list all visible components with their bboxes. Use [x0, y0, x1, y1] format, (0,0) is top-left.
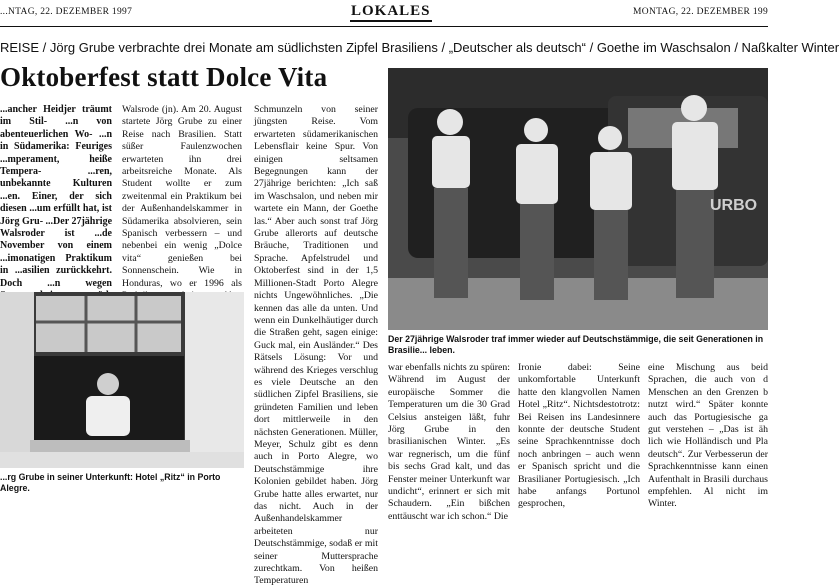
article-column-1: Walsrode (jn). Am 20. August startete Jörg Grube zu einer Reise nach Brasilien. Statt süßer Faulenzwochen erwarteten ihn drei arbeitsreiche Monate. Als Student wollte er zum zweitenmal ein Praktikum bei der Außenhandelskammer in Südamerika absolvieren, sein Spanisch verbessern – und nebenbei ein wenig „Dolce vita“ genießen bei Sonnenschein. Wie in Honduras, wo er 1996 als [122, 104, 242, 289]
article-column-2: Schmunzeln von seiner jüngsten Reise. Vom erwarteten südamerikanischen Lebensflair keine Spur. Von einigen seltsamen Begegnungen kann der 27jährige berichten: „Ich saß im Waschsalon, und neben mir wartete ein Mann, der Goethe las.“ Aber auch sonst traf Jörg Grube allerorts auf deutsche Bräuche, Traditionen und Sprache. Apfelstrudel und Oktoberfest sind in der 1,5 Millionen-Stadt Porto Alegre nichts Ungewöhnliches. „Die kennen das alle da unten. Und wenn ein Dunkelhäutiger durch die Straßen geht, sagen einige: Guck mal, ein Ausländer.“ Des Rätsels Lösung: Vor und während des Krieges verschlug es viele Deutsche an den südlichen Zipfel Brasiliens, sie gründeten Familien und leben dort mittlerweile in den nächsten Generationen. Müller, Meyer, Schulz gibt es denn auch in Porto Alegre, wo Deutschstämmige ihre Kolonien gebildet haben. Jörg Grube hatte alles erwartet, nur das nicht. Auch in der Außenhandelskammer arbeiteten nur Deutschstämmige, sodaß er mit seiner Muttersprache zurechtkam. Von heißen Temperaturen [254, 104, 378, 587]
group-photo [388, 68, 768, 330]
header-rule [0, 26, 768, 27]
article-column-3: war ebenfalls nichts zu spüren: Während im August der europäische Sommer die Temperaturen um die 30 Grad Celsius ansteigen läßt, fuhr Jörg Grube in den brasilianischen Winter. „Es war regnerisch, um die fünf bis sechs Grad kalt, und das Fenster meiner Unterkunft war undicht“, erinnert er sich mit Schaudern. „Ein bißchen enttäuscht war ich schon.“ Die [388, 362, 510, 522]
header-date-left: ...NTAG, 22. DEZEMBER 1997 [0, 7, 133, 17]
group-photo-illustration [388, 68, 768, 330]
left-photo-caption: ...rg Grube in seiner Unterkunft: Hotel „Ritz“ in Porto Alegre. [0, 472, 221, 493]
kicker: REISE / Jörg Grube verbrachte drei Monate am südlichsten Zipfel Brasiliens / „Deutscher als deutsch“ / Goethe im Waschsalon / Naßkalter Winter [0, 40, 839, 55]
right-photo-caption: Der 27jährige Walsroder traf immer wieder auf Deutschstämmige, die seit Generationen in Brasilie... leben. [388, 334, 764, 355]
article-column-4: Ironie dabei: Seine unkomfortable Unterkunft hatte den klangvollen Namen Hotel „Ritz“. Nichtsdestotrotz: Bei Reisen ins Landesinnere konnte der deutsche Student seine Sprachkenntnisse doch noch anbringen – auch wenn er Spanisch spricht und die Brasilianer Portugiesisch. „Ich habe anfangs Portunol gesprochen, [518, 362, 640, 510]
vehicle-lettering: URBO [710, 197, 758, 214]
header-date-right: MONTAG, 22. DEZEMBER 199 [633, 7, 768, 17]
hotel-window-illustration [0, 292, 244, 468]
article-column-5: eine Mischung aus beid Sprachen, die auch von d Menschen an den Grenzen b nutzt wird.“ Später konnte auch das Portugiesische ga gut verstehen – „Das ist äh lich wie Holländisch und Pla deutsch“. Zur Verbesserun der Sprachkenntnisse kann einen Aufenthalt in Brasili durchaus empfehlen. Al nicht im Winter. [648, 362, 768, 510]
headline: Oktoberfest statt Dolce Vita [0, 62, 328, 92]
hotel-window-photo [0, 292, 244, 468]
lead-paragraph: ...ancher Heidjer träumt im Stil- ...n von abenteuerlichen Wo- ...n in Südamerika: Feuriges ...mperament, heiße Tempera- ...ren, unbekannte Kulturen ...en. Einer, der sich diesen ...um erfüllt hat, ist Jörg Gru- ...Der 27jährige Walsroder ist ...de November von einem ...imonatigen Praktikum in ...asilien zurückkehrt. Doch ...n wegen [0, 104, 113, 289]
section-title: LOKALES [350, 3, 432, 22]
